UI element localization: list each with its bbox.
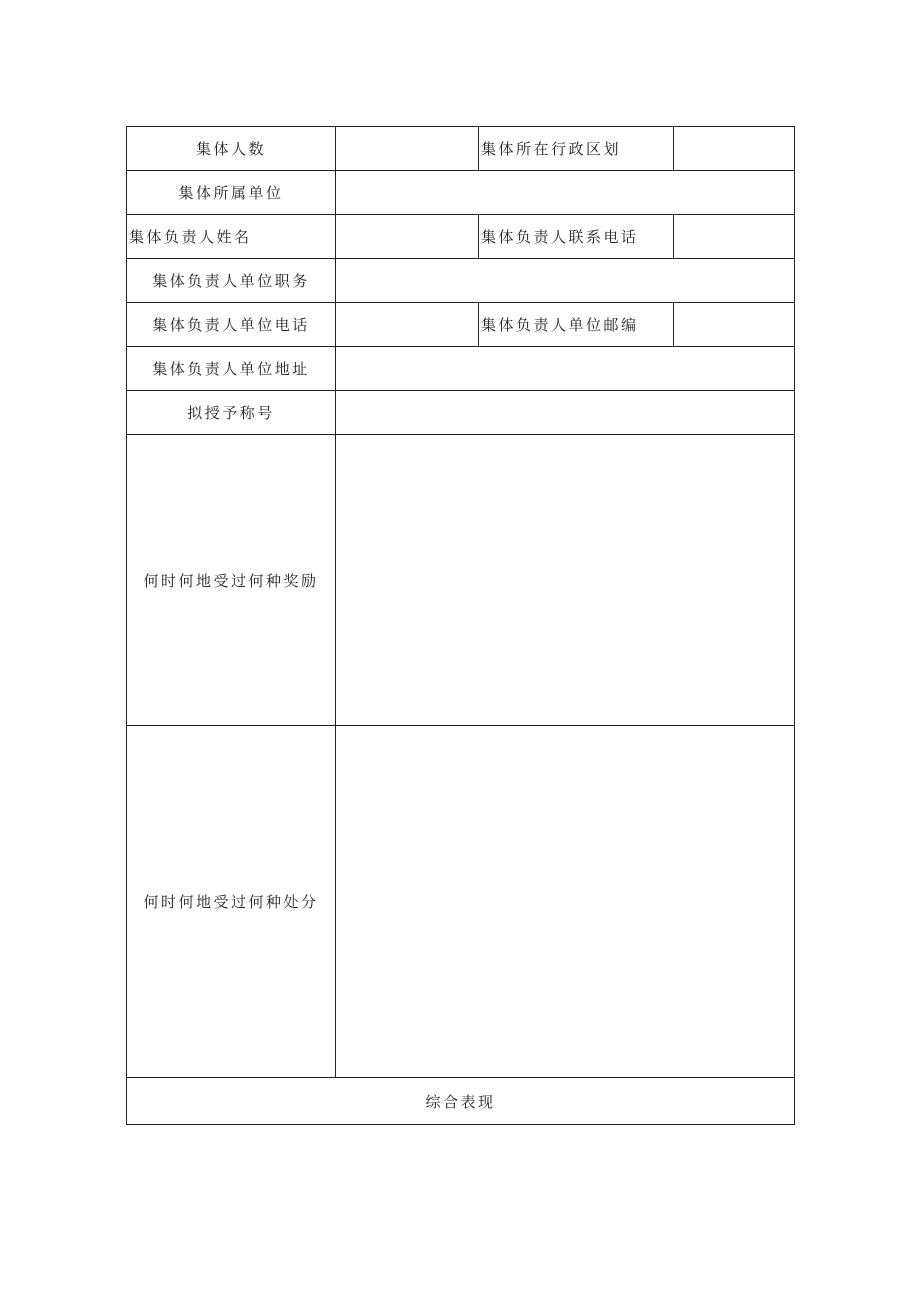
- value-affiliated-unit[interactable]: [336, 171, 794, 215]
- label-leader-phone: 集体负责人联系电话: [479, 215, 674, 259]
- value-unit-phone[interactable]: [336, 303, 479, 347]
- label-punishments: 何时何地受过何种处分: [127, 726, 336, 1078]
- value-leader-name[interactable]: [336, 215, 479, 259]
- value-proposed-title[interactable]: [336, 391, 794, 435]
- label-affiliated-unit: 集体所属单位: [127, 171, 336, 215]
- label-awards: 何时何地受过何种奖励: [127, 435, 336, 726]
- label-administrative-region: 集体所在行政区划: [479, 127, 674, 171]
- application-form-table: [126, 126, 795, 1125]
- value-punishments[interactable]: [336, 726, 794, 1078]
- label-proposed-title: 拟授予称号: [127, 391, 336, 435]
- value-administrative-region[interactable]: [674, 127, 794, 171]
- label-leader-name: 集体负责人姓名: [127, 215, 336, 259]
- value-unit-address[interactable]: [336, 347, 794, 391]
- value-leader-position[interactable]: [336, 259, 794, 303]
- label-overall-performance: 综合表现: [425, 1092, 496, 1111]
- label-unit-postcode: 集体负责人单位邮编: [479, 303, 674, 347]
- label-leader-position: 集体负责人单位职务: [127, 259, 336, 303]
- value-unit-postcode[interactable]: [674, 303, 794, 347]
- value-collective-count[interactable]: [336, 127, 479, 171]
- value-leader-phone[interactable]: [674, 215, 794, 259]
- label-collective-count: 集体人数: [127, 127, 336, 171]
- label-unit-address: 集体负责人单位地址: [127, 347, 336, 391]
- label-unit-phone: 集体负责人单位电话: [127, 303, 336, 347]
- value-awards[interactable]: [336, 435, 794, 726]
